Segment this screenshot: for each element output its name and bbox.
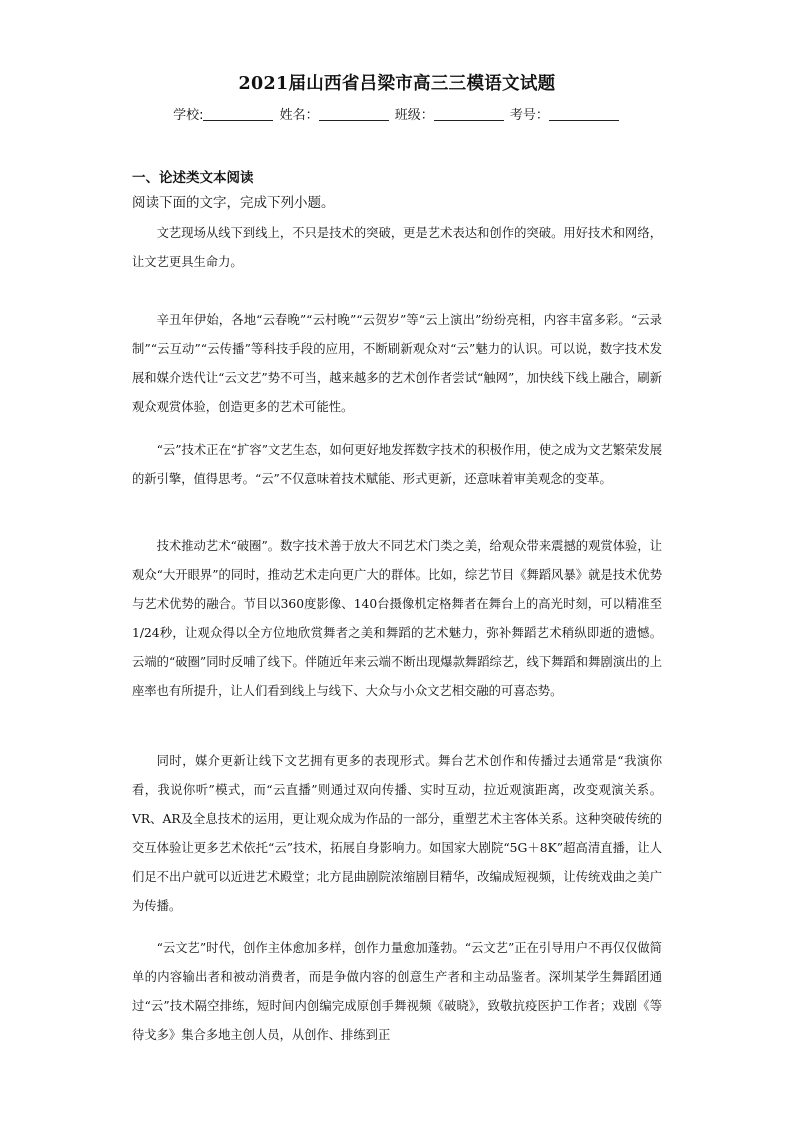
class-label: 班级： bbox=[394, 108, 434, 123]
student-info-line bbox=[0, 104, 794, 123]
exam-number-label: 考号： bbox=[509, 108, 549, 123]
class-blank[interactable] bbox=[434, 106, 504, 121]
paragraph-6: “云文艺”时代，创作主体愈加多样，创作力量愈加蓬勃。“云文艺”正在引导用户不再仅仅做简单的内容输出者和被动消费者，而是争做内容的创意生产者和主动品鉴者。深圳某学生舞蹈团通过“云”技术隔空排练，短时间内创编完成原创手舞视频《破晓》，致敬抗疫医护工作者；戏剧《等待戈多》集合多地主创人员，从创作、排练到正 bbox=[132, 941, 662, 1042]
name-label: 姓名： bbox=[279, 108, 319, 123]
instruction-text: 阅读下面的文字，完成下列小题。 bbox=[132, 195, 335, 211]
school-blank[interactable] bbox=[203, 106, 273, 121]
paragraph-5: 同时，媒介更新让线下文艺拥有更多的表现形式。舞台艺术创作和传播过去通常是“我演你看，我说你听”模式，而“云直播”则通过双向传播、实时互动，拉近观演距离，改变观演关系。VR、AR及全息技术的运用，更让观众成为作品的一部分，重塑艺术主客体关系。这种突破传统的交互体验让更多艺术依托“云”技术，拓展自身影响力。如国家大剧院“5G＋8K”超高清直播，让人们足不出户就可以近进艺术殿堂；北方昆曲剧院浓缩剧目精华，改编成短视频，让传统戏曲之美广为传播。 bbox=[132, 754, 662, 913]
paragraph-1: 文艺现场从线下到线上，不只是技术的突破，更是艺术表达和创作的突破。用好技术和网络，让文艺更具生命力。 bbox=[132, 226, 662, 269]
paragraph-2: 辛丑年伊始，各地“云春晚”“云村晚”“云贺岁”等“云上演出”纷纷亮相，内容丰富多彩。“云录制”“云互动”“云传播”等科技手段的应用，不断刷新观众对“云”魅力的认识。可以说，数字技术发展和媒介迭代让“云文艺”势不可当，越来越多的艺术创作者尝试“触网”，加快线下线上融合，刷新观众观赏体验，创造更多的艺术可能性。 bbox=[132, 313, 662, 414]
section-heading: 一、论述类文本阅读 bbox=[132, 170, 254, 186]
page-title: 2021届山西省吕梁市高三三模语文试题 bbox=[238, 74, 556, 94]
school-label: 学校: bbox=[173, 108, 204, 123]
name-blank[interactable] bbox=[319, 106, 389, 121]
exam-number-blank[interactable] bbox=[549, 106, 619, 121]
paragraph-4: 技术推动艺术“破圈”。数字技术善于放大不同艺术门类之美，给观众带来震撼的观赏体验，让观众“大开眼界”的同时，推动艺术走向更广大的群体。比如，综艺节目《舞蹈风暴》就是技术优势与艺术优势的融合。节目以360度影像、140台摄像机定格舞者在舞台上的高光时刻，可以精准至1/24秒，让观众得以全方位地欣赏舞者之美和舞蹈的艺术魅力，弥补舞蹈艺术稍纵即逝的遗憾。云端的“破圈”同时反哺了线下。伴随近年来云端不断出现爆款舞蹈综艺，线下舞蹈和舞剧演出的上座率也有所提升，让人们看到线上与线下、大众与小众文艺相交融的可喜态势。 bbox=[132, 539, 662, 698]
paragraph-3: “云”技术正在“扩容”文艺生态，如何更好地发挥数字技术的积极作用，使之成为文艺繁荣发展的新引擎，值得思考。“云”不仅意味着技术赋能、形式更新，还意味着审美观念的变革。 bbox=[132, 443, 662, 486]
